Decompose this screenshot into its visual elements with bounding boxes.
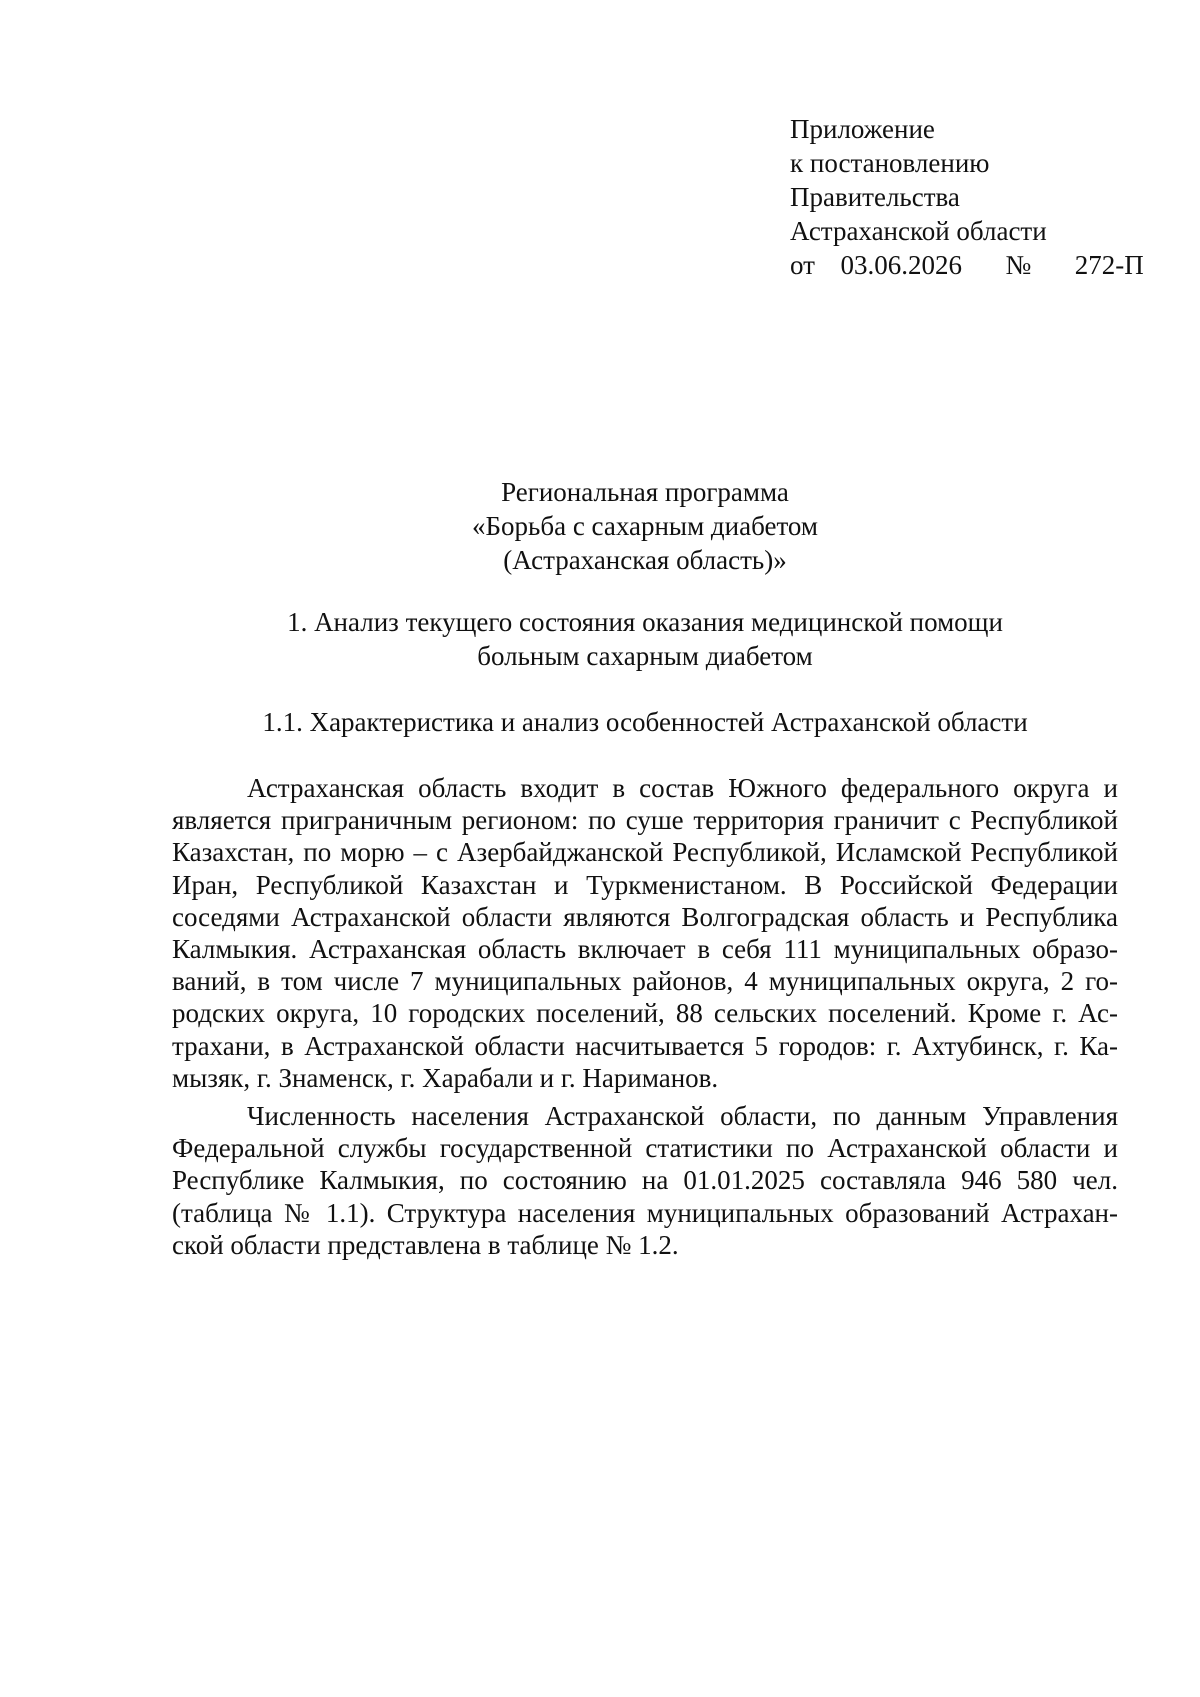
number-sign: №	[1005, 250, 1032, 280]
program-title-line-2: «Борьба с сахарным диабетом	[472, 511, 818, 541]
body-text	[172, 772, 1118, 1267]
document-date: 03.06.2026	[840, 250, 962, 280]
program-title-line-1: Региональная программа	[501, 477, 789, 507]
section-heading-line-2: больным сахарным диабетом	[477, 641, 813, 671]
appendix-line-2: к постановлению	[790, 148, 990, 178]
appendix-line-3: Правительства	[790, 182, 960, 212]
appendix-date-line	[790, 248, 1170, 282]
appendix-block	[790, 112, 1170, 282]
section-heading	[170, 605, 1120, 673]
program-title	[170, 475, 1120, 577]
section-heading-line-1: 1. Анализ текущего состояния оказания медицинской помощи	[287, 607, 1003, 637]
appendix-line-4: Астраханской области	[790, 216, 1047, 246]
paragraph-1: Астраханская область входит в состав Южного федерального округа и является приграничным регионом: по суше территория граничит с Республикой Казахстан, по морю – с Азербайджанской Республикой, Исламской Республикой Иран, Республикой Казахстан и Туркменистаном. В Российской Федерации соседями Астраханской области являются Волгоградская область и Республика Калмыкия. Астраханская область включает в себя 111 муниципальных образований, в том числе 7 муниципальных районов, 4 муниципальных округа, 2 городских округа, 10 городских поселений, 88 сельских поселений. Кроме г. Астрахани, в Астраханской области насчитывается 5 городов: г. Ахтубинск, г. Камызяк, г. Знаменск, г. Харабали и г. Нариманов.	[172, 773, 1118, 1093]
subsection-heading: 1.1. Характеристика и анализ особенностей Астраханской области	[262, 707, 1028, 737]
appendix-line-1: Приложение	[790, 114, 935, 144]
document-number: 272-П	[1074, 250, 1144, 280]
program-title-line-3: (Астраханская область)»	[503, 545, 787, 575]
paragraph-2: Численность населения Астраханской области, по данным Управления Федеральной службы государственной статистики по Астраханской области и Республике Калмыкия, по состоянию на 01.01.2025 составляла 946 580 чел. (таблица № 1.1). Структура населения муниципальных образований Астраханской области представлена в таблице № 1.2.	[172, 1101, 1118, 1260]
date-prefix: от	[790, 250, 815, 280]
